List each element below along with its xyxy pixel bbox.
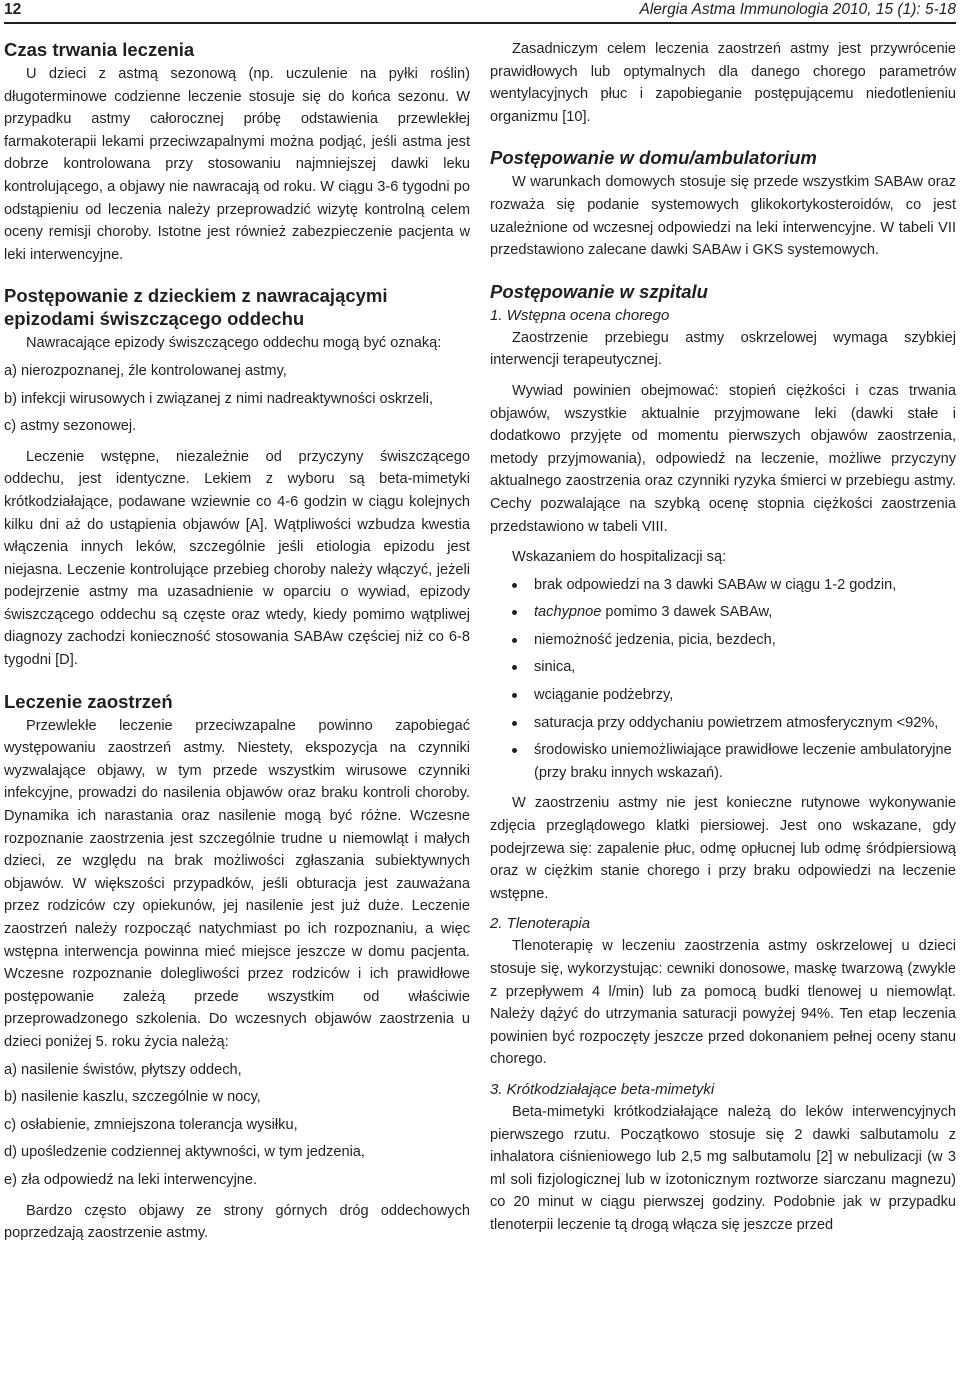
bullet-item: brak odpowiedzi na 3 dawki SABAw w ciągu 1-2 godzin, [490,574,956,597]
page-header [4,0,956,24]
paragraph: Przewlekłe leczenie przeciwzapalne powinno zapobiegać występowaniu zaostrzeń astmy. Niestety, ekspozycja na czynniki wyzwalające objawy, w tym przede wszystkim wirusowe czynniki infekcyjne, prowadzi do nasilenia objawów oraz braku kontroli choroby. Dynamika ich narastania oraz nasilenie mogą być różne. Wczesne rozpoznanie zaostrzenia jest szczególnie trudne u niemowląt i małych dzieci, ze względu na brak możliwości zgłaszania subiektywnych objawów. W większości przypadków, jeśli obturacja jest zauważana przez rodziców czy opiekunów, jej nasilenie jest już duże. Leczenie zaostrzeń należy rozpocząć natychmiast po ich rozpoznaniu, a więc wstępna interwencja powinna mieć miejsce jeszcze w domu pacjenta. Wczesne rozpoznanie dolegliwości przez rodziców i ich prawidłowe postępowanie zależą przede wszystkim od właściwie przeprowadzonego szkolenia. Do wczesnych objawów zaostrzenia u dzieci poniżej 5. roku życia należą: [4,717,470,1050]
paragraph: U dzieci z astmą sezonową (np. uczulenie na pyłki roślin) długoterminowe codzienne leczenie stosuje się do końca sezonu. W przypadku astmy całorocznej próbę odstawienia przewlekłej farmakoterapii lekami przeciwzapalnymi można podjąć, jeśli astma jest dobrze kontrolowana przy stosowaniu najmniejszej dawki leku kontrolującego, a objawy nie nawracają od roku. W ciągu 3-6 tygodni po odstąpieniu od leczenia należy przeprowadzić wizytę kontrolną celem oceny remisji choroby. Istotne jest również zabezpieczenie pacjenta w leki interwencyjne. [4,66,470,263]
list-item: b) nasilenie kaszlu, szczególnie w nocy, [4,1089,261,1106]
section-heading-duration: Czas trwania leczenia [4,39,195,60]
paragraph: Wskazaniem do hospitalizacji są: [512,549,727,566]
paragraph: W zaostrzeniu astmy nie jest konieczne rutynowe wykonywanie zdjęcia przeglądowego klatki piersiowej. Jest ono wskazane, gdy podejrzewa się: zapalenie płuc, odmę opłucnej lub odmę śródpiersiową oraz w ciężkim stanie chorego i przy braku odpowiedzi na leczenie wstępne. [490,795,956,902]
page-number: 12 [4,1,22,18]
bullet-item: niemożność jedzenia, picia, bezdech, [490,629,956,652]
bullet-item: tachypnoe pomimo 3 dawek SABAw, [490,601,956,624]
paragraph: Wywiad powinien obejmować: stopień ciężkości i czas trwania objawów, wszystkie aktualnie przyjmowane leki (dawki stałe i dodatkowo przyjęte od momentu pierwszych objawów zaostrzenia, metody przyjmowania), odpowiedź na leczenie, możliwe przyczyny aktualnego zaostrzenia oraz czynniki ryzyka śmierci w przebiegu astmy. Cechy pozwalające na szybką ocenę stopnia ciężkości zaostrzenia przedstawiono w tabeli VIII. [490,382,956,535]
bullet-item: wciąganie podżebrzy, [490,684,956,707]
bullet-icon [512,638,517,643]
section-heading-recurrent-wheezing: Postępowanie z dzieckiem z nawracającymi epizodami świszczącego oddechu [4,285,388,330]
list-item: e) zła odpowiedź na leki interwencyjne. [4,1171,258,1188]
paragraph: Zaostrzenie przebiegu astmy oskrzelowej wymaga szybkiej interwencji terapeutycznej. [490,329,956,369]
bullet-item: sinica, [490,656,956,679]
list-item: b) infekcji wirusowych i związanej z nimi nadreaktywności oskrzeli, [4,390,434,407]
bullet-icon [512,748,517,753]
hospitalization-criteria-list [490,574,956,785]
paragraph: Nawracające epizody świszczącego oddechu mogą być oznaką: [26,335,442,352]
bullet-item: środowisko uniemożliwiające prawidłowe leczenie ambulatoryjne (przy braku innych wskazań). [490,739,956,784]
section-heading-home: Postępowanie w domu/ambulatorium [490,147,817,169]
section-heading-hospital: Postępowanie w szpitalu [490,280,708,302]
journal-citation: Alergia Astma Immunologia 2010, 15 (1): 5-18 [639,1,956,18]
list-item: c) osłabienie, zmniejszona tolerancja wysiłku, [4,1116,298,1133]
list-item: a) nasilenie świstów, płytszy oddech, [4,1061,242,1078]
bullet-icon [512,693,517,698]
bullet-icon [512,610,517,615]
subsection-heading: 2. Tlenoterapia [490,915,591,933]
bullet-icon [512,665,517,670]
paragraph: Beta-mimetyki krótkodziałające należą do leków interwencyjnych pierwszego rzutu. Początkowo stosuje się 2 dawki salbutamolu z inhalatora ciśnieniowego lub 2,5 mg salbutamolu [2] w nebulizacji (w 3 ml soli fizjologicznej lub w izotonicznym roztworze siarczanu magnezu) co 20 minut w ciągu pierwszej godziny. Podobnie jak w przypadku tlenoterpii leczenie tą drogą włącza się jeszcze przed [490,1103,956,1233]
list-item: d) upośledzenie codziennej aktywności, w tym jedzenia, [4,1144,365,1161]
paragraph: Leczenie wstępne, niezależnie od przyczyny świszczącego oddechu, jest identyczne. Lekiem z wyboru są beta-mimetyki krótkodziałające, podawane wziewnie co 4-6 godzin w ciągu kolejnych kilku dni aż do ustąpienia objawów [A]. Wątpliwości wzbudza kwestia włączenia innych leków, szczególnie jeśli etiologia epizodu jest niejasna. Leczenie kontrolujące przebieg choroby należy włączyć, jeżeli podejrzenie astmy ma uzasadnienie w oparciu o wywiad, epizody świszczącego oddechu są częste oraz wtedy, kiedy pomimo wątpliwej diagnozy zachodzi konieczność stosowania SABAw częściej niż co 6-8 tygodni [D]. [4,448,470,669]
paragraph: Zasadniczym celem leczenia zaostrzeń astmy jest przywrócenie prawidłowych lub optymalnych dla danego chorego parametrów wentylacyjnych płuc i zapobieganie postępującemu niedotlenieniu organizmu [10]. [490,41,956,125]
left-column [4,38,470,1245]
subsection-heading: 1. Wstępna ocena chorego [490,306,670,324]
list-item: a) nierozpoznanej, źle kontrolowanej astmy, [4,362,287,379]
bullet-icon [512,721,517,726]
bullet-item: saturacja przy oddychaniu powietrzem atmosferycznym <92%, [490,712,956,735]
subsection-heading: 3. Krótkodziałające beta-mimetyki [490,1080,715,1098]
paragraph: Bardzo często objawy ze strony górnych dróg oddechowych poprzedzają zaostrzenie astmy. [4,1202,470,1242]
section-heading-exacerbations: Leczenie zaostrzeń [4,690,173,712]
paragraph: Tlenoterapię w leczeniu zaostrzenia astmy oskrzelowej u dzieci stosuje się, wykorzystując: cewniki donosowe, maskę twarzową (zwykle z przepływem 4 l/min) lub za pomocą budki tlenowej u niemowląt. Należy dążyć do utrzymania saturacji powyżej 94%. Ten etap leczenia powinien być rozpoczęty jeszcze przed dokonaniem pełnej oceny stanu chorego. [490,938,956,1068]
bullet-icon [512,583,517,588]
right-column [490,38,956,1237]
paragraph: W warunkach domowych stosuje się przede wszystkim SABAw oraz rozważa się podanie systemowych glikokortykosteroidów, co jest uzależnione od wczesnej odpowiedzi na leki interwencyjne. W tabeli VII przedstawiono zalecane dawki SABAw i GKS systemowych. [490,174,956,259]
list-item: c) astmy sezonowej. [4,418,137,435]
